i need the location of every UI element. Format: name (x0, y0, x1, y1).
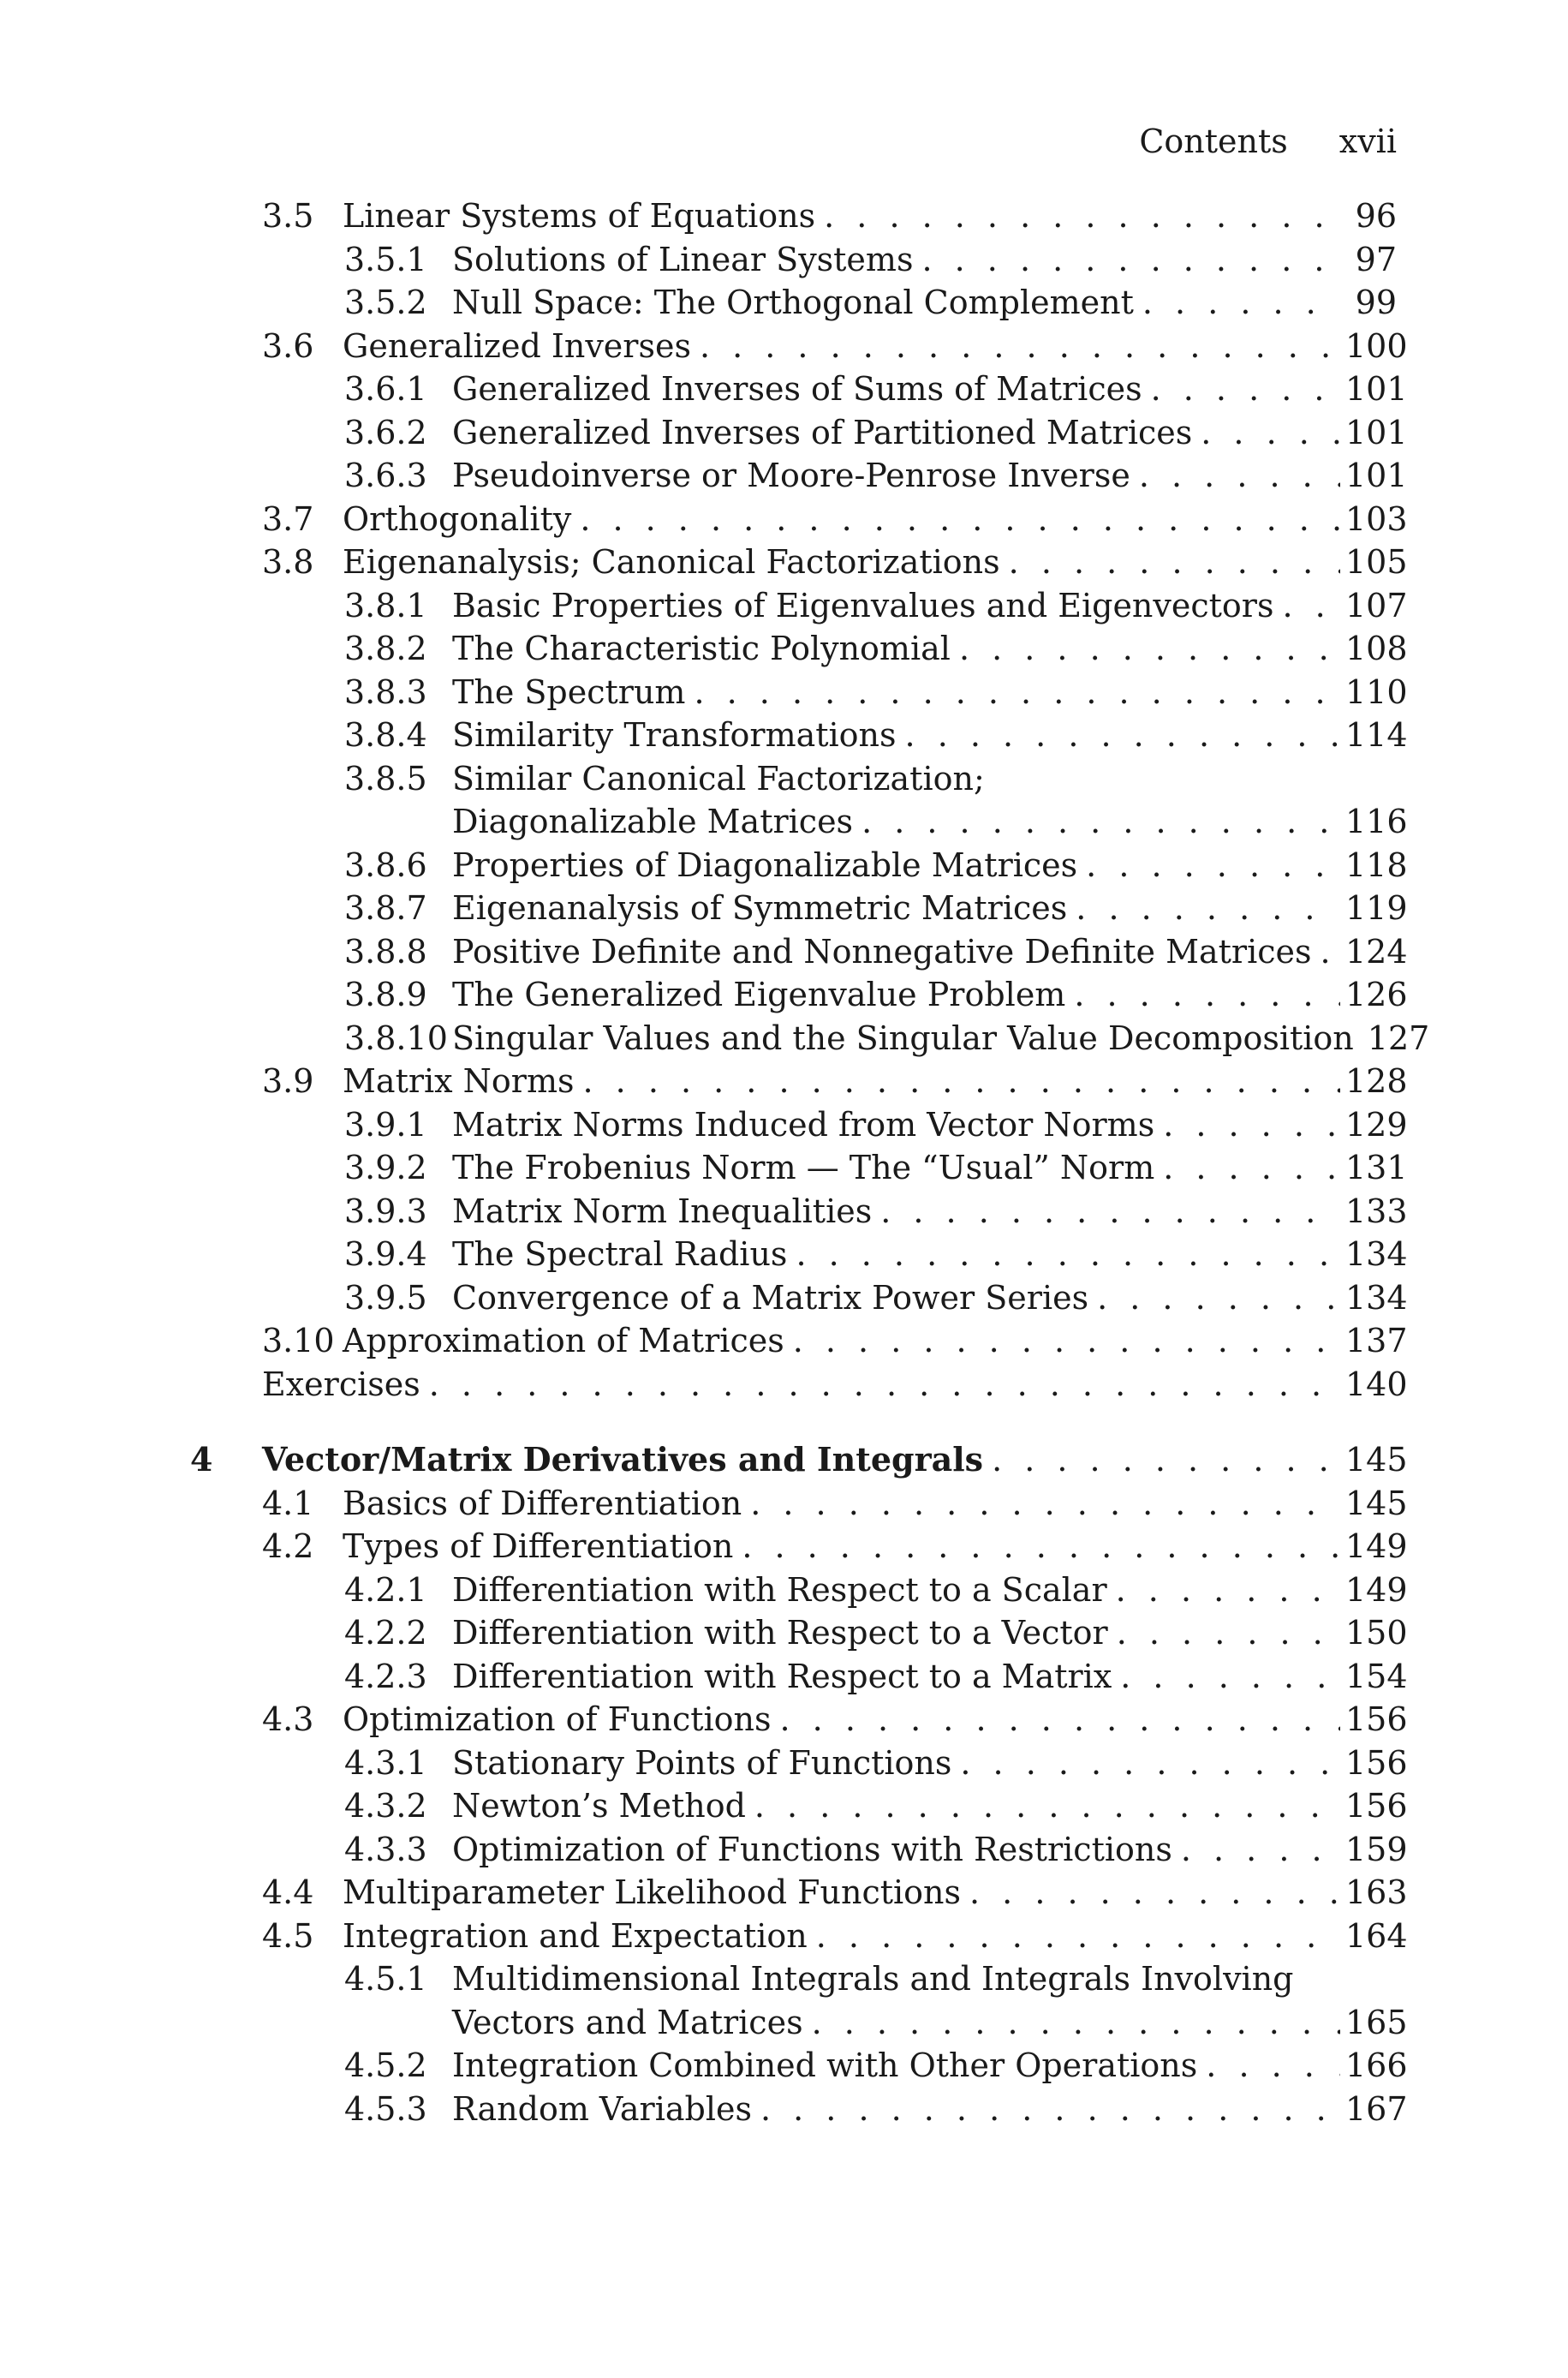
toc-entry (0, 887, 1568, 930)
toc-entry (0, 1655, 1568, 1699)
toc-entry-title: Diagonalizable Matrices (452, 803, 854, 840)
toc-entry (0, 2001, 1568, 2045)
toc-entry-line (343, 1319, 1408, 1363)
toc-entry-line (343, 541, 1408, 584)
toc-entry-line (452, 627, 1408, 671)
toc-entry-title: Similarity Transformations (452, 716, 897, 754)
toc-entry-page: 100 (1345, 326, 1408, 365)
toc-entry-title: Differentiation with Respect to a Vector (452, 1614, 1108, 1652)
toc-entry-page: 145 (1345, 1441, 1408, 1479)
toc-entry-number: 4.5.3 (344, 2089, 427, 2128)
toc-entry-page: 156 (1345, 1743, 1408, 1782)
toc-entry-number: 3.5 (262, 197, 314, 235)
toc-entry-line (343, 498, 1408, 541)
toc-entry-line (452, 1276, 1408, 1320)
toc-entry-number: 4.5 (262, 1916, 314, 1955)
toc-entry-number: 3.8.3 (344, 672, 427, 711)
toc-entry-title: Matrix Norms Induced from Vector Norms (452, 1105, 1155, 1144)
toc-entry-page: 127 (1367, 1019, 1430, 1057)
toc-entry (0, 1828, 1568, 1872)
toc-entry-line (452, 757, 985, 801)
toc-entry (0, 1568, 1568, 1612)
toc-entry-title: Null Space: The Orthogonal Complement (452, 284, 1134, 321)
toc-entry-line (343, 1698, 1408, 1742)
dot-leader (760, 2088, 1340, 2131)
toc-entry-number: 3.9 (262, 1062, 314, 1100)
toc-entry-line (262, 1363, 1408, 1407)
toc-entry-title: Generalized Inverses of Partitioned Matrices (452, 413, 1193, 451)
toc-entry-line (343, 1525, 1408, 1568)
toc-entry-number: 4.5.2 (344, 2046, 427, 2084)
toc-entry-page: 164 (1345, 1916, 1408, 1955)
toc-entry-number: 3.8.5 (344, 759, 427, 798)
dot-leader (992, 1438, 1340, 1482)
dot-leader (1009, 541, 1340, 584)
toc-entry-title: Integration and Expectation (343, 1916, 808, 1955)
toc-entry-line (452, 1655, 1408, 1699)
toc-entry-number: 3.6.1 (344, 370, 427, 408)
toc-entry-line (452, 1828, 1408, 1872)
toc-entry-line (452, 1568, 1408, 1612)
toc-entry-page: 129 (1345, 1105, 1408, 1144)
toc-entry-number: 4.3.1 (344, 1743, 427, 1782)
toc-entry-line (452, 1146, 1408, 1190)
toc-entry-page: 99 (1355, 284, 1397, 321)
toc-entry-title: Differentiation with Respect to a Matrix (452, 1657, 1112, 1695)
toc-entry-number: 4.2.1 (344, 1570, 427, 1609)
toc-entry-page: 101 (1345, 370, 1408, 408)
dot-leader (1163, 1146, 1340, 1190)
toc-entry-page: 134 (1345, 1278, 1408, 1317)
toc-entry-page: 150 (1345, 1614, 1408, 1652)
dot-leader (1139, 454, 1340, 498)
toc-entry-line (452, 2001, 1408, 2045)
toc-entry-title: Basics of Differentiation (343, 1484, 742, 1522)
toc-entry-title: Newton’s Method (452, 1787, 746, 1825)
running-head-page-number: xvii (1338, 122, 1397, 160)
toc-entry-title: Orthogonality (343, 499, 572, 538)
toc-entry-title: Properties of Diagonalizable Matrices (452, 845, 1078, 884)
toc-entry-number: 3.9.2 (344, 1149, 427, 1186)
toc-entry (0, 671, 1568, 714)
toc-entry-title: The Frobenius Norm — The “Usual” Norm (452, 1149, 1155, 1186)
toc-entry-number: 3.8.1 (344, 586, 427, 624)
toc-entry-line (343, 325, 1408, 368)
toc-entry (0, 2088, 1568, 2131)
dot-leader (1181, 1828, 1340, 1872)
dot-leader (1206, 2044, 1340, 2088)
toc-entry-title: Integration Combined with Other Operations (452, 2046, 1198, 2084)
toc-entry-title: Types of Differentiation (343, 1527, 734, 1565)
toc-entry (0, 1103, 1568, 1147)
toc-entry-line (452, 1611, 1408, 1655)
toc-entry-number: 3.7 (262, 499, 314, 538)
toc-entry-line (452, 281, 1397, 325)
toc-entry-line (452, 1742, 1408, 1785)
toc-entry (0, 325, 1568, 368)
dot-leader (1116, 1568, 1340, 1612)
toc-entry-line (452, 411, 1408, 455)
toc-entry-number: 3.8.6 (344, 845, 427, 884)
toc-entry (0, 1698, 1568, 1742)
toc-entry (0, 1363, 1568, 1407)
toc-entry-number: 4.3 (262, 1700, 314, 1738)
toc-entry-number: 3.6 (262, 326, 314, 365)
dot-leader (1282, 584, 1340, 628)
dot-leader (754, 1784, 1340, 1828)
toc-entry-number: 3.10 (262, 1322, 335, 1359)
dot-leader (1201, 411, 1340, 455)
toc-entry (0, 454, 1568, 498)
toc-entry-number: 4.3.3 (344, 1830, 427, 1868)
toc-entry-number: 3.8 (262, 543, 314, 581)
toc-entry-title: The Characteristic Polynomial (452, 630, 951, 667)
dot-leader (921, 238, 1340, 282)
toc-entry-page: 105 (1345, 543, 1408, 581)
toc-entry-line (343, 1915, 1408, 1958)
dot-leader (750, 1482, 1340, 1526)
toc-entry-title: Similar Canonical Factorization; (452, 759, 985, 798)
toc-entry (0, 1146, 1568, 1190)
toc-entry (0, 2044, 1568, 2088)
toc-entry-page: 149 (1345, 1527, 1408, 1565)
toc-entry-number: 3.6.2 (344, 413, 427, 451)
toc-entry-line (452, 1103, 1408, 1147)
toc-entry-line (452, 714, 1408, 757)
toc-entry-title: Pseudoinverse or Moore-Penrose Inverse (452, 457, 1130, 494)
dot-leader (1076, 887, 1340, 930)
dot-leader (793, 1319, 1340, 1363)
toc-entry-title: Optimization of Functions (343, 1700, 772, 1738)
toc-chapter-entry (0, 1438, 1568, 1482)
toc-entry (0, 1871, 1568, 1915)
toc-entry-line (452, 238, 1397, 282)
toc-entry (0, 627, 1568, 671)
toc-entry-number: 3.9.1 (344, 1105, 427, 1144)
toc-entry (0, 367, 1568, 411)
toc-entry-page: 131 (1345, 1149, 1408, 1186)
toc-entry-page: 145 (1345, 1484, 1408, 1522)
toc-entry-page: 149 (1345, 1570, 1408, 1609)
toc-entry-number: 3.5.1 (344, 240, 427, 278)
toc-entry-page: 103 (1345, 499, 1408, 538)
toc-entry-number: 4.2.3 (344, 1657, 427, 1695)
toc-entry-page: 154 (1345, 1657, 1408, 1695)
toc-entry-page: 116 (1345, 803, 1408, 840)
toc-entry-page: 126 (1345, 976, 1408, 1013)
toc-entry-page: 118 (1345, 845, 1408, 884)
toc-entry-page: 163 (1345, 1873, 1408, 1911)
dot-leader (960, 1742, 1340, 1785)
toc-entry-line (452, 2044, 1408, 2088)
dot-leader (862, 800, 1340, 844)
toc-entry-line (452, 1233, 1408, 1276)
toc-entry-page: 166 (1345, 2046, 1408, 2084)
toc-entry-number: 3.9.4 (344, 1235, 427, 1273)
toc-entry (0, 800, 1568, 844)
toc-entry-page: 114 (1345, 716, 1408, 754)
toc-entry-page: 137 (1345, 1322, 1408, 1359)
toc-entry-title: Generalized Inverses (343, 326, 691, 365)
toc-entry-page: 159 (1345, 1830, 1408, 1868)
toc-entry-page: 165 (1345, 2003, 1408, 2041)
toc-entry-number: 3.8.4 (344, 716, 427, 754)
toc-entry (0, 281, 1568, 325)
toc-entry (0, 1017, 1568, 1061)
toc-entry (0, 1190, 1568, 1234)
toc-entry-title: Convergence of a Matrix Power Series (452, 1278, 1089, 1317)
dot-leader (816, 1915, 1340, 1958)
dot-leader (1163, 1103, 1340, 1147)
toc-entry-page: 110 (1345, 672, 1408, 711)
dot-leader (812, 2001, 1340, 2045)
toc-entry (0, 411, 1568, 455)
toc-entry-line (452, 844, 1408, 887)
toc-entry-line (452, 800, 1408, 844)
dot-leader (742, 1525, 1340, 1568)
toc-entry-page: 156 (1345, 1700, 1408, 1738)
toc-entry (0, 1060, 1568, 1103)
toc-entry-line (343, 1871, 1408, 1915)
dot-leader (700, 325, 1340, 368)
dot-leader (880, 1190, 1340, 1234)
toc-entry-page: 107 (1345, 586, 1408, 624)
toc-entry-title: Stationary Points of Functions (452, 1743, 952, 1782)
dot-leader (429, 1363, 1340, 1407)
toc-entry (0, 1957, 1568, 2001)
toc-entry (0, 1319, 1568, 1363)
toc-entry-number: 4 (190, 1440, 213, 1479)
dot-leader (824, 194, 1340, 238)
toc-entry-page: 134 (1345, 1235, 1408, 1273)
toc-entry (0, 498, 1568, 541)
toc-entry-title: Exercises (262, 1365, 420, 1403)
toc-entry-title: Positive Definite and Nonnegative Definite Matrices (452, 932, 1312, 971)
toc-entry-title: Vector/Matrix Derivatives and Integrals (262, 1440, 984, 1479)
toc-entry-page: 133 (1345, 1192, 1408, 1230)
toc-entry-line (343, 1060, 1408, 1103)
toc-entry-line (452, 367, 1408, 411)
dot-leader (1074, 973, 1340, 1017)
toc-entry-number: 4.4 (262, 1873, 314, 1911)
dot-leader (1120, 1655, 1340, 1699)
toc-entry-page: 119 (1345, 889, 1408, 927)
toc-entry-line (343, 1482, 1408, 1526)
toc-entry-title: Differentiation with Respect to a Scalar (452, 1570, 1107, 1609)
toc-entry-line (452, 1017, 1430, 1061)
toc-entry-line (452, 887, 1408, 930)
toc-entry-number: 3.9.3 (344, 1192, 427, 1230)
dot-leader (694, 671, 1340, 714)
toc-entry-title: The Generalized Eigenvalue Problem (452, 976, 1066, 1013)
toc-entry (0, 1742, 1568, 1785)
toc-entry-number: 4.2.2 (344, 1614, 427, 1652)
toc-entry-line (452, 584, 1408, 628)
toc-entry-title: Approximation of Matrices (343, 1322, 784, 1359)
toc-entry-page: 156 (1345, 1787, 1408, 1825)
table-of-contents (0, 194, 1568, 2130)
toc-entry (0, 973, 1568, 1017)
toc-entry (0, 1276, 1568, 1320)
dot-leader (959, 627, 1340, 671)
toc-entry-number: 3.8.8 (344, 932, 427, 971)
toc-entry (0, 930, 1568, 974)
toc-entry-line (452, 1957, 1294, 2001)
toc-entry-title: Multiparameter Likelihood Functions (343, 1873, 961, 1911)
toc-entry-number: 4.5.1 (344, 1960, 427, 1998)
toc-entry-line (452, 454, 1408, 498)
toc-entry (0, 714, 1568, 757)
toc-entry-page: 97 (1355, 240, 1397, 278)
running-head (1139, 120, 1397, 163)
toc-entry-number: 3.5.2 (344, 284, 427, 321)
toc-entry-line (452, 930, 1408, 974)
toc-entry-page: 124 (1345, 932, 1408, 971)
toc-entry-page: 101 (1345, 413, 1408, 451)
toc-entry-number: 3.8.9 (344, 976, 427, 1013)
dot-leader (1321, 930, 1340, 974)
toc-entry-title: The Spectral Radius (452, 1235, 788, 1273)
toc-entry-page: 96 (1355, 197, 1397, 235)
running-head-title: Contents (1139, 122, 1288, 160)
toc-entry (0, 1482, 1568, 1526)
toc-entry-title: Eigenanalysis; Canonical Factorizations (343, 543, 1000, 581)
toc-entry-line (452, 671, 1408, 714)
toc-entry (0, 757, 1568, 801)
toc-entry-title: Eigenanalysis of Symmetric Matrices (452, 889, 1068, 927)
toc-entry-page: 128 (1345, 1062, 1408, 1100)
toc-entry-title: Solutions of Linear Systems (452, 240, 914, 278)
dot-leader (1142, 281, 1340, 325)
toc-entry-number: 3.8.7 (344, 889, 427, 927)
toc-entry-line (452, 2088, 1408, 2131)
toc-entry (0, 584, 1568, 628)
toc-entry (0, 1525, 1568, 1568)
toc-entry-number: 4.2 (262, 1527, 314, 1565)
dot-leader (969, 1871, 1340, 1915)
toc-entry-number: 3.8.2 (344, 630, 427, 667)
toc-entry (0, 541, 1568, 584)
toc-entry-title: Matrix Norms (343, 1062, 575, 1100)
toc-entry-title: The Spectrum (452, 672, 686, 711)
toc-entry (0, 1784, 1568, 1828)
toc-entry-title: Multidimensional Integrals and Integrals Involving (452, 1960, 1294, 1998)
toc-entry-line (452, 1190, 1408, 1234)
toc-entry-line (452, 973, 1408, 1017)
toc-entry-page: 167 (1345, 2089, 1408, 2128)
toc-entry-number: 4.1 (262, 1484, 314, 1522)
toc-entry (0, 1233, 1568, 1276)
toc-entry (0, 1915, 1568, 1958)
toc-entry-number: 3.8.10 (344, 1019, 448, 1057)
toc-entry-title: Generalized Inverses of Sums of Matrices (452, 370, 1142, 408)
toc-entry-page: 140 (1345, 1365, 1408, 1403)
toc-entry-page: 108 (1345, 630, 1408, 667)
dot-leader (780, 1698, 1340, 1742)
toc-entry-title: Matrix Norm Inequalities (452, 1192, 873, 1230)
dot-leader (583, 1060, 1341, 1103)
toc-entry-number: 4.3.2 (344, 1787, 427, 1825)
toc-entry-title: Vectors and Matrices (452, 2003, 803, 2041)
toc-entry-line (343, 194, 1397, 238)
toc-entry-page: 101 (1345, 457, 1408, 494)
toc-entry-title: Random Variables (452, 2089, 752, 2128)
toc-entry-number: 3.6.3 (344, 457, 427, 494)
dot-leader (1097, 1276, 1340, 1320)
toc-entry (0, 238, 1568, 282)
toc-entry-title: Optimization of Functions with Restrictions (452, 1830, 1172, 1868)
dot-leader (796, 1233, 1340, 1276)
toc-entry (0, 194, 1568, 238)
dot-leader (905, 714, 1340, 757)
dot-leader (580, 498, 1340, 541)
toc-entry-number: 3.9.5 (344, 1278, 427, 1317)
toc-entry-title: Basic Properties of Eigenvalues and Eigenvectors (452, 586, 1274, 624)
toc-entry (0, 844, 1568, 887)
toc-entry-title: Singular Values and the Singular Value Decomposition (452, 1019, 1354, 1057)
toc-entry (0, 1611, 1568, 1655)
toc-entry-line (262, 1438, 1408, 1482)
toc-entry-line (452, 1784, 1408, 1828)
dot-leader (1151, 367, 1340, 411)
dot-leader (1086, 844, 1340, 887)
toc-entry-title: Linear Systems of Equations (343, 197, 816, 235)
dot-leader (1117, 1611, 1340, 1655)
